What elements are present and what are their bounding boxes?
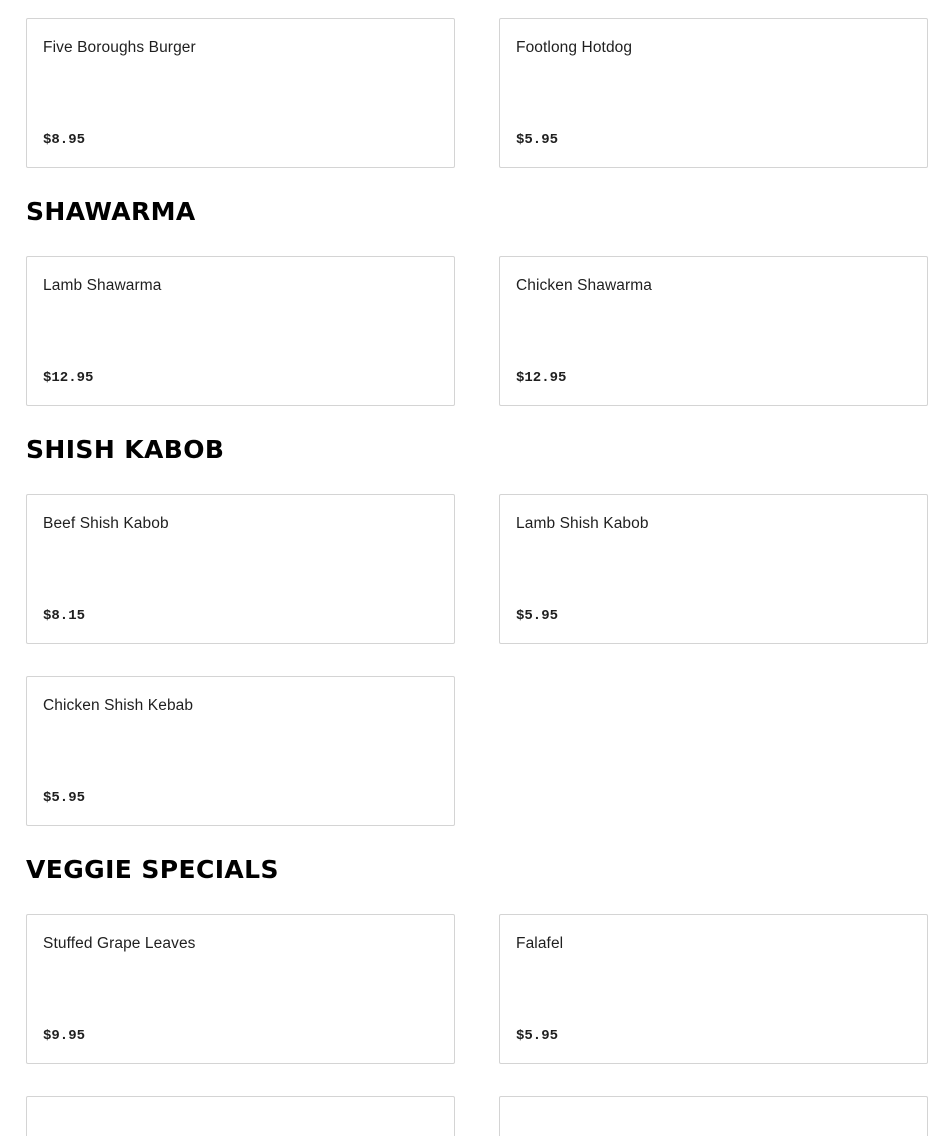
menu-item-card[interactable] xyxy=(26,676,455,826)
menu-item-price: $8.15 xyxy=(43,608,86,624)
menu-item-card[interactable] xyxy=(26,914,455,1064)
menu-item-card[interactable] xyxy=(26,494,455,644)
section-header-shawarma xyxy=(26,168,928,256)
menu-item-name: Falafel xyxy=(516,935,564,952)
row-gap xyxy=(26,1064,928,1096)
menu-item-price: $5.95 xyxy=(516,132,559,148)
menu-grid-next-partial xyxy=(26,1096,928,1136)
menu-item-card[interactable] xyxy=(499,18,928,168)
menu-item-name: Chicken Shawarma xyxy=(516,277,652,294)
menu-item-price: $9.95 xyxy=(43,1028,86,1044)
section-header-veggie-specials xyxy=(26,826,928,914)
menu-item-card-partial[interactable] xyxy=(26,1096,455,1136)
menu-item-price: $5.95 xyxy=(516,608,559,624)
menu-item-name: Chicken Shish Kebab xyxy=(43,697,194,714)
menu-item-price: $5.95 xyxy=(516,1028,559,1044)
menu-item-card[interactable] xyxy=(26,256,455,406)
menu-item-price: $12.95 xyxy=(43,370,94,386)
menu-item-name: Beef Shish Kabob xyxy=(43,515,169,532)
menu-item-card[interactable] xyxy=(499,914,928,1064)
section-header-shish-kabob xyxy=(26,406,928,494)
menu-item-price: $12.95 xyxy=(516,370,567,386)
menu-grid-shish-kabob xyxy=(26,494,928,826)
menu-grid-shawarma xyxy=(26,256,928,406)
menu-item-price: $5.95 xyxy=(43,790,86,806)
menu-grid-veggie-specials xyxy=(26,914,928,1064)
menu-list xyxy=(26,18,928,1136)
menu-item-name: Lamb Shish Kabob xyxy=(516,515,649,532)
menu-item-name: Five Boroughs Burger xyxy=(43,39,196,56)
menu-item-card[interactable] xyxy=(499,494,928,644)
menu-item-card-partial[interactable] xyxy=(499,1096,928,1136)
section-title: SHISH KABOB xyxy=(26,435,225,464)
menu-item-price: $8.95 xyxy=(43,132,86,148)
menu-item-card[interactable] xyxy=(499,256,928,406)
menu-item-name: Lamb Shawarma xyxy=(43,277,162,294)
section-title: VEGGIE SPECIALS xyxy=(26,855,279,884)
menu-item-name: Footlong Hotdog xyxy=(516,39,633,56)
menu-grid-top xyxy=(26,18,928,168)
menu-item-name: Stuffed Grape Leaves xyxy=(43,935,196,952)
section-title: SHAWARMA xyxy=(26,197,196,226)
menu-item-card[interactable] xyxy=(26,18,455,168)
